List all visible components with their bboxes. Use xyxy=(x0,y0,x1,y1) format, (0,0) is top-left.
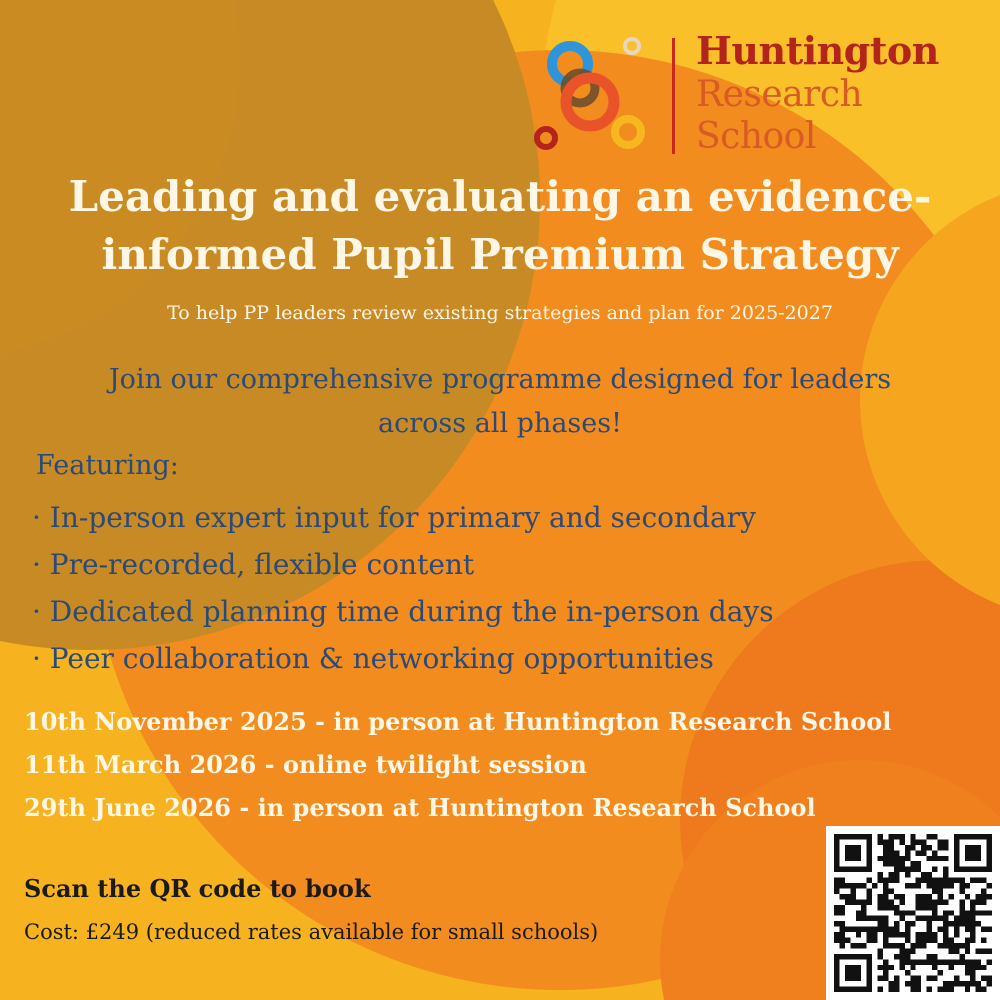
brand-name-line1: Huntington xyxy=(696,28,939,73)
intro-line: across all phases! xyxy=(378,408,622,439)
qr-code-icon[interactable] xyxy=(834,834,992,992)
session-date: 29th June 2026 - in person at Huntington Research School xyxy=(24,793,816,822)
brand-name-line3: School xyxy=(696,116,816,157)
feature-item: · Pre-recorded, flexible content xyxy=(32,548,475,581)
title-line: Leading and evaluating an evidence- xyxy=(68,172,932,221)
title-line: informed Pupil Premium Strategy xyxy=(101,230,899,279)
cost-text: Cost: £249 (reduced rates available for small schools) xyxy=(24,920,599,944)
intro-line: Join our comprehensive programme designed for leaders xyxy=(108,364,892,395)
features-heading: Featuring: xyxy=(36,450,179,481)
qr-code-card[interactable] xyxy=(826,826,1000,1000)
session-date: 10th November 2025 - in person at Huntington Research School xyxy=(24,707,892,736)
brand-name-line2: Research xyxy=(696,74,863,115)
features-list xyxy=(32,494,774,682)
session-dates-list xyxy=(24,700,891,829)
feature-item: · Peer collaboration & networking opportunities xyxy=(32,642,714,675)
feature-item: · In-person expert input for primary and secondary xyxy=(32,501,756,534)
feature-item: · Dedicated planning time during the in-person days xyxy=(32,595,774,628)
session-date: 11th March 2026 - online twilight session xyxy=(24,750,587,779)
subtitle: To help PP leaders review existing strategies and plan for 2025-2027 xyxy=(167,302,833,324)
booking-heading: Scan the QR code to book xyxy=(24,874,371,903)
intro-text xyxy=(0,358,1000,446)
logo-divider xyxy=(672,38,675,154)
overlapping-rings-logo-icon xyxy=(528,30,658,160)
page-title xyxy=(0,168,1000,284)
